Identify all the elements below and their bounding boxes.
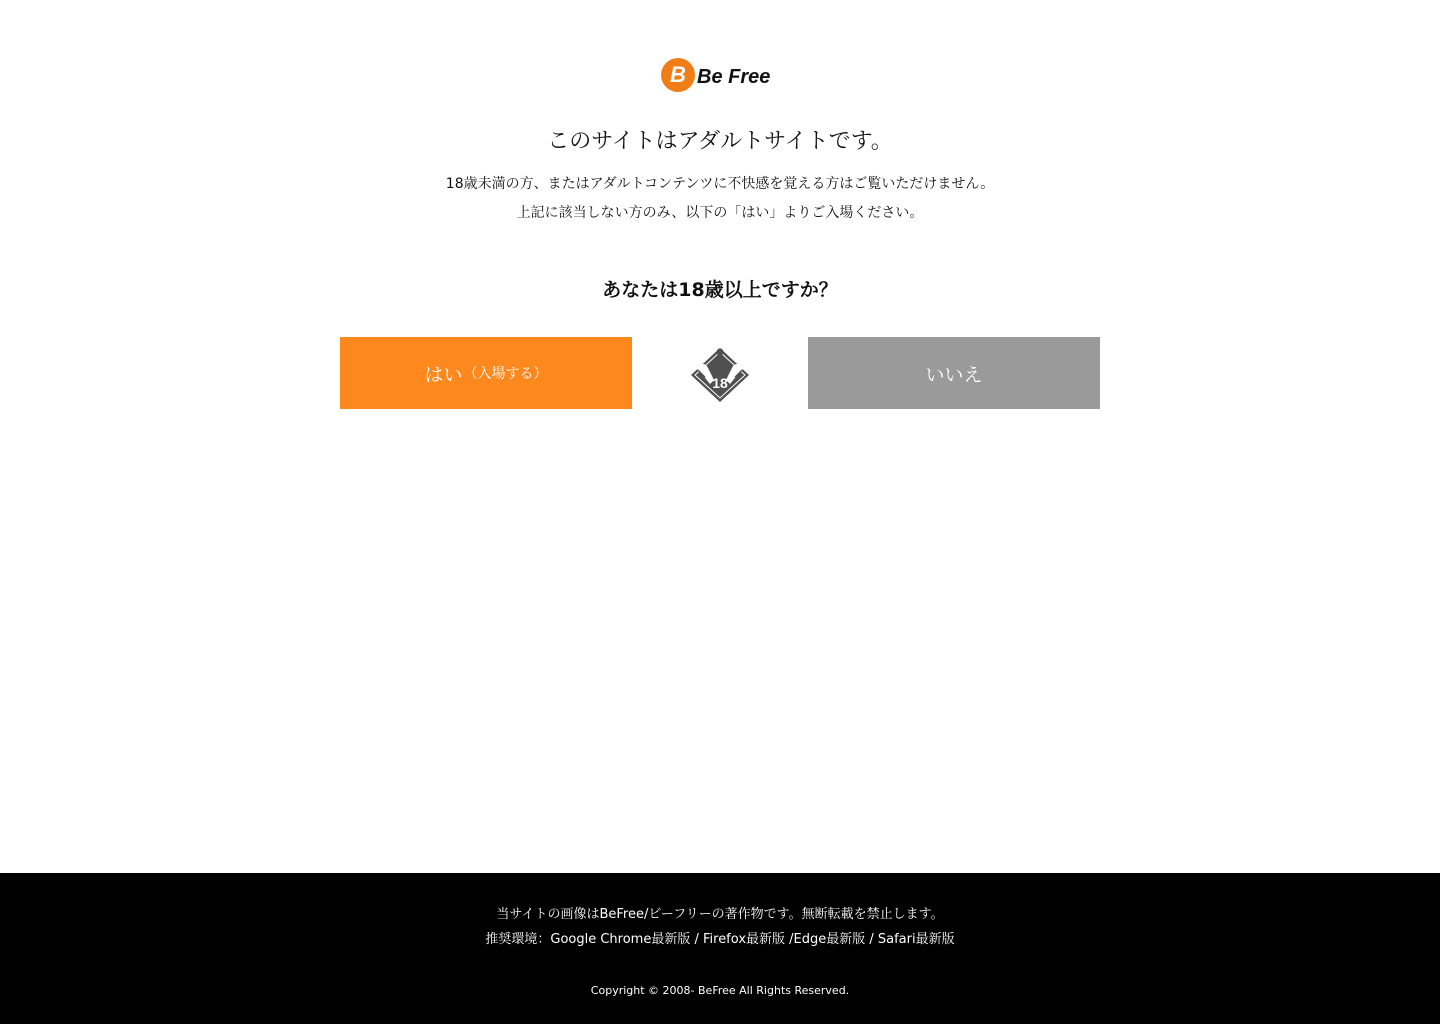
logo-text: Be Free (697, 66, 771, 88)
footer-recommended-browsers: 推奨環境：Google Chrome最新版 / Firefox最新版 /Edge最新版 / Safari最新版 (485, 932, 955, 947)
exit-no-button[interactable] (808, 337, 1100, 409)
no-button-label: いいえ (925, 363, 983, 386)
footer-copyright-notice: 当サイトの画像はBeFree/ビーフリーの著作物です。無断転載を禁止します。 (496, 907, 944, 922)
page-title: このサイトはアダルトサイトです。 (547, 129, 893, 154)
footer (0, 873, 1440, 1024)
yes-button-label: はい (424, 363, 463, 386)
enter-yes-button[interactable] (340, 337, 632, 409)
logo-mark-letter: B (670, 62, 686, 87)
description-line-2: 上記に該当しない方のみ、以下の「はい」よりご入場ください。 (516, 205, 924, 221)
description-line-1: 18歳未満の方、またはアダルトコンテンツに不快感を覚える方はご覧いただけません。 (445, 176, 995, 192)
befree-logo (660, 56, 782, 94)
footer-copyright: Copyright © 2008- BeFree All Rights Reserved. (590, 984, 850, 997)
age-question: あなたは18歳以上ですか？ (602, 279, 838, 301)
age-badge-number: 18 (712, 375, 728, 391)
yes-button-sub-label: （入場する） (463, 366, 548, 382)
adult-18-restriction-icon (688, 344, 752, 404)
